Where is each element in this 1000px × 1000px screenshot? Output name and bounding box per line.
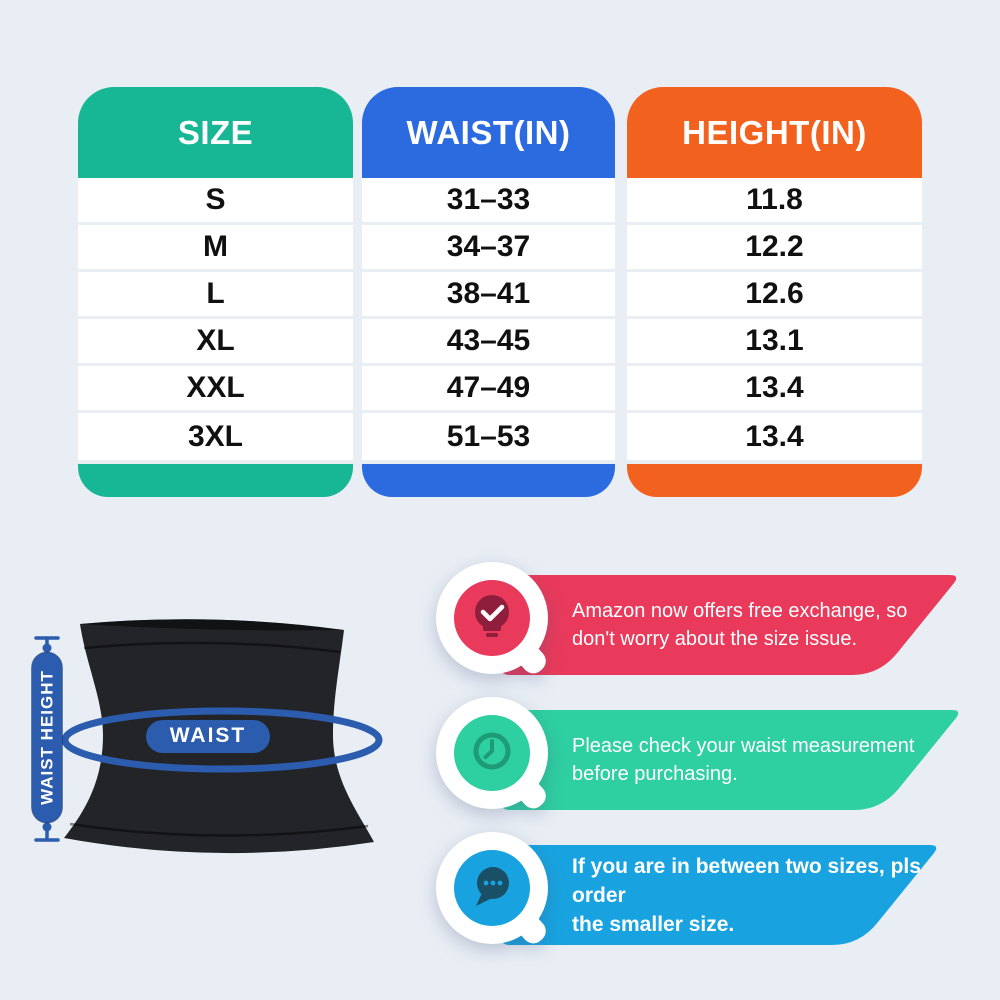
chat-dot [498, 881, 503, 886]
callout-text [572, 845, 964, 945]
size-cell: 3XL [187, 419, 244, 453]
height-cell: 11.8 [627, 178, 922, 225]
bulb-glass [475, 595, 509, 629]
bulb-base [483, 626, 501, 631]
column-body-height [627, 178, 922, 460]
column-footer-height [627, 464, 922, 497]
callout-between-sizes [430, 833, 990, 963]
callout-text-line: don't worry about the size issue. [572, 628, 858, 650]
callout-text-line: before purchasing. [572, 763, 738, 785]
waist-cell: 34–37 [362, 225, 615, 272]
chat-dot [484, 881, 489, 886]
column-body-size [78, 178, 353, 460]
callout-free-exchange [430, 563, 990, 693]
size-cell: S [78, 178, 353, 225]
height-cell: 13.1 [627, 319, 922, 366]
size-chart-column-height [627, 87, 922, 497]
column-footer-size [78, 464, 353, 497]
waist-height-measure [32, 638, 63, 840]
waist-cell: 38–41 [362, 272, 615, 319]
measure-cap-bottom [43, 823, 52, 832]
callout-check-measurement [430, 698, 990, 828]
size-cell: L [78, 272, 353, 319]
size-chart-column-size [78, 87, 353, 497]
size-chart-column-waist [362, 87, 615, 497]
waist-trainer-diagram [10, 600, 450, 900]
waist-cell: 47–49 [362, 366, 615, 413]
measure-cap-top [43, 644, 52, 653]
column-footer-waist [362, 464, 615, 497]
callout-text [572, 710, 964, 810]
chat-dot [491, 881, 496, 886]
callout-text-line: the smaller size. [572, 912, 735, 936]
clock-icon [430, 692, 580, 842]
height-cell: 12.6 [627, 272, 922, 319]
callout-text-line: Amazon now offers free exchange, so [572, 600, 908, 622]
size-cell: XXL [78, 366, 353, 413]
height-cell: 13.4 [745, 419, 804, 453]
waist-cell: 31–33 [362, 178, 615, 225]
callout-text-line: If you are in between two sizes, pls order [572, 854, 921, 907]
column-header-size: SIZE [78, 87, 353, 178]
waist-cell: 51–53 [446, 419, 531, 453]
column-header-waist: WAIST(IN) [362, 87, 615, 178]
size-cell: XL [78, 319, 353, 366]
size-cell: M [78, 225, 353, 272]
bulb-base-2 [486, 633, 498, 637]
height-cell: 13.4 [627, 366, 922, 413]
callout-text [572, 575, 964, 675]
callout-text-line: Please check your waist measurement [572, 735, 915, 757]
lightbulb-check-icon [430, 557, 580, 707]
column-header-height: HEIGHT(IN) [627, 87, 922, 178]
waist-cell: 43–45 [362, 319, 615, 366]
waist-label: WAIST [169, 724, 247, 747]
height-cell: 12.2 [627, 225, 922, 272]
column-body-waist [362, 178, 615, 460]
chat-dots-icon [430, 827, 580, 977]
waist-height-label: WAIST HEIGHT [37, 670, 57, 805]
